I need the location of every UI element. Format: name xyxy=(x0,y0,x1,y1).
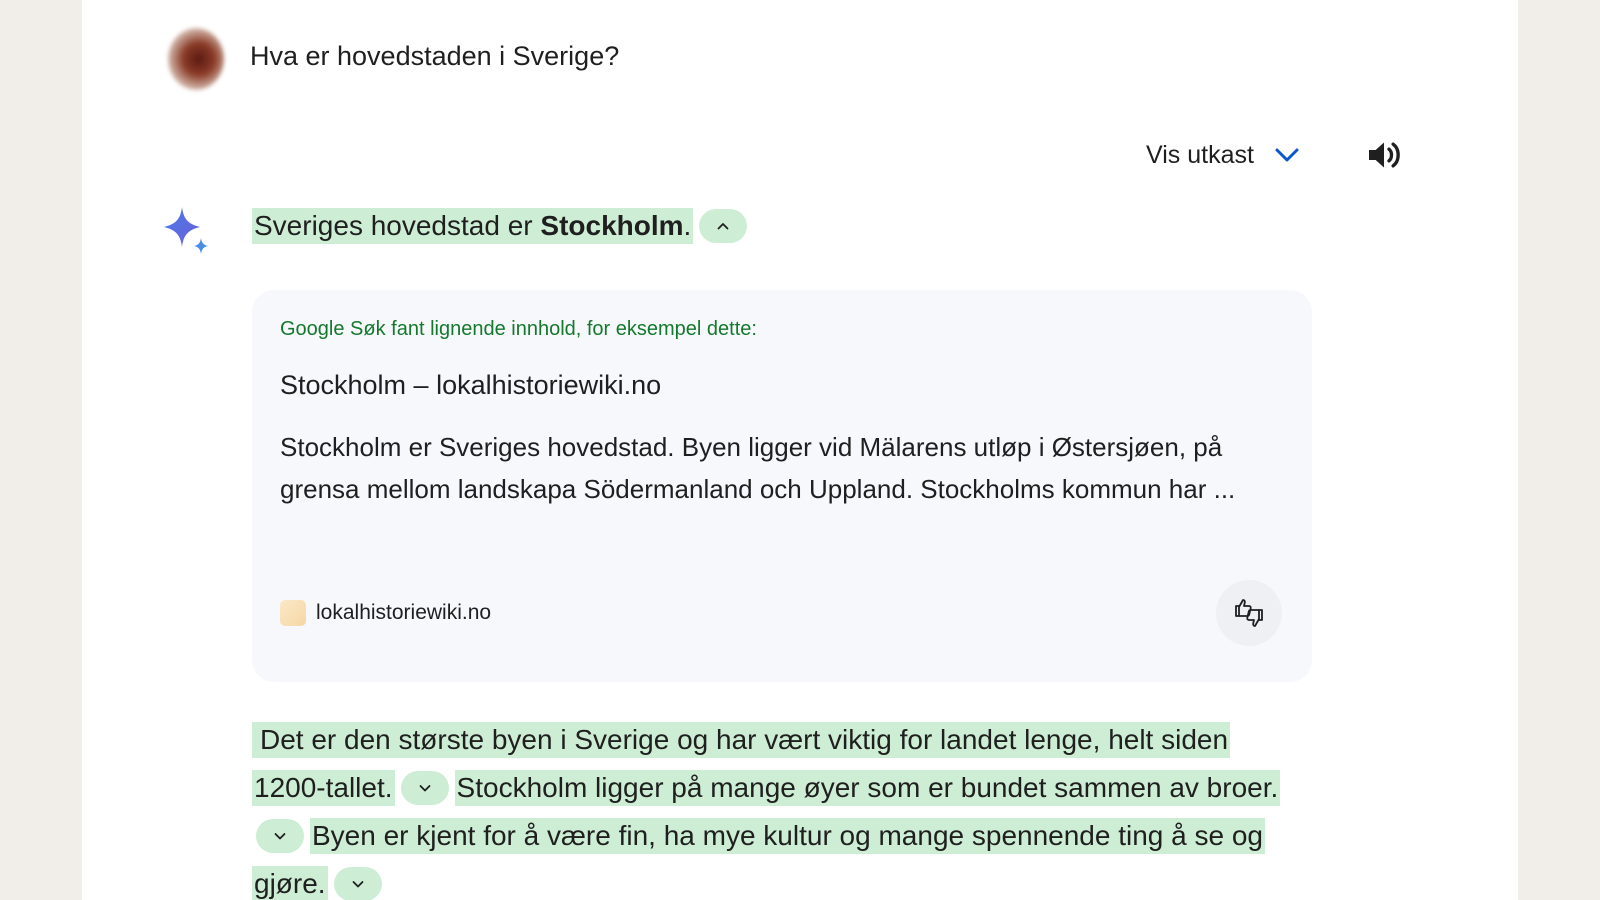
source-title-link[interactable]: Stockholm – lokalhistoriewiki.no xyxy=(280,370,662,400)
sentence-1a[interactable]: Det er den største byen i Sverige og har vært viktig for landet lenge, helt siden xyxy=(252,722,1230,758)
sentence-1b[interactable]: 1200-tallet. xyxy=(252,770,395,806)
thumbs-up-down-icon xyxy=(1230,594,1268,632)
sentence-3b[interactable]: gjøre. xyxy=(252,866,328,900)
paragraph-line-3 xyxy=(252,818,1265,854)
sentence-3[interactable]: Byen er kjent for å være fin, ha mye kultur og mange spennende ting å se og xyxy=(310,818,1265,854)
chevron-up-icon xyxy=(715,218,731,234)
expand-source-button[interactable] xyxy=(256,819,304,853)
paragraph-line-2 xyxy=(252,770,1280,806)
show-drafts-button[interactable] xyxy=(1146,130,1302,180)
chevron-down-icon xyxy=(350,876,366,892)
paragraph-line-1 xyxy=(252,722,1230,758)
chevron-down-icon xyxy=(417,780,433,796)
site-favicon-icon xyxy=(280,600,306,626)
source-card xyxy=(252,290,1312,682)
chevron-down-icon xyxy=(272,828,288,844)
paragraph-line-4 xyxy=(252,866,388,900)
source-site-link[interactable] xyxy=(280,600,491,626)
sparkle-icon xyxy=(160,205,214,259)
source-site-label: lokalhistoriewiki.no xyxy=(316,601,492,624)
answer-prefix: Sveriges hovedstad er xyxy=(254,210,541,241)
source-intro: Google Søk fant lignende innhold, for eksempel dette: xyxy=(280,318,757,340)
user-prompt-row xyxy=(168,28,224,90)
expand-source-button[interactable] xyxy=(334,867,382,900)
source-feedback-button[interactable] xyxy=(1216,580,1282,646)
answer-highlight[interactable] xyxy=(252,208,693,244)
answer-bold: Stockholm xyxy=(540,210,684,241)
user-avatar xyxy=(168,28,224,90)
answer-suffix: . xyxy=(683,210,692,241)
speaker-icon[interactable] xyxy=(1364,135,1404,175)
sentence-2[interactable]: Stockholm ligger på mange øyer som er bundet sammen av broer. xyxy=(455,770,1281,806)
answer-headline xyxy=(252,208,747,244)
collapse-source-button[interactable] xyxy=(699,209,747,243)
expand-source-button[interactable] xyxy=(401,771,449,805)
chevron-down-icon xyxy=(1272,140,1302,170)
chat-page xyxy=(82,0,1518,900)
show-drafts-label: Vis utkast xyxy=(1146,140,1254,169)
user-prompt-text: Hva er hovedstaden i Sverige? xyxy=(250,41,620,71)
source-snippet: Stockholm er Sveriges hovedstad. Byen ligger vid Mälarens utløp i Østersjøen, på grensa mellom landskapa Södermanland och Uppland. Stockholms kommun har ... xyxy=(280,432,1236,504)
